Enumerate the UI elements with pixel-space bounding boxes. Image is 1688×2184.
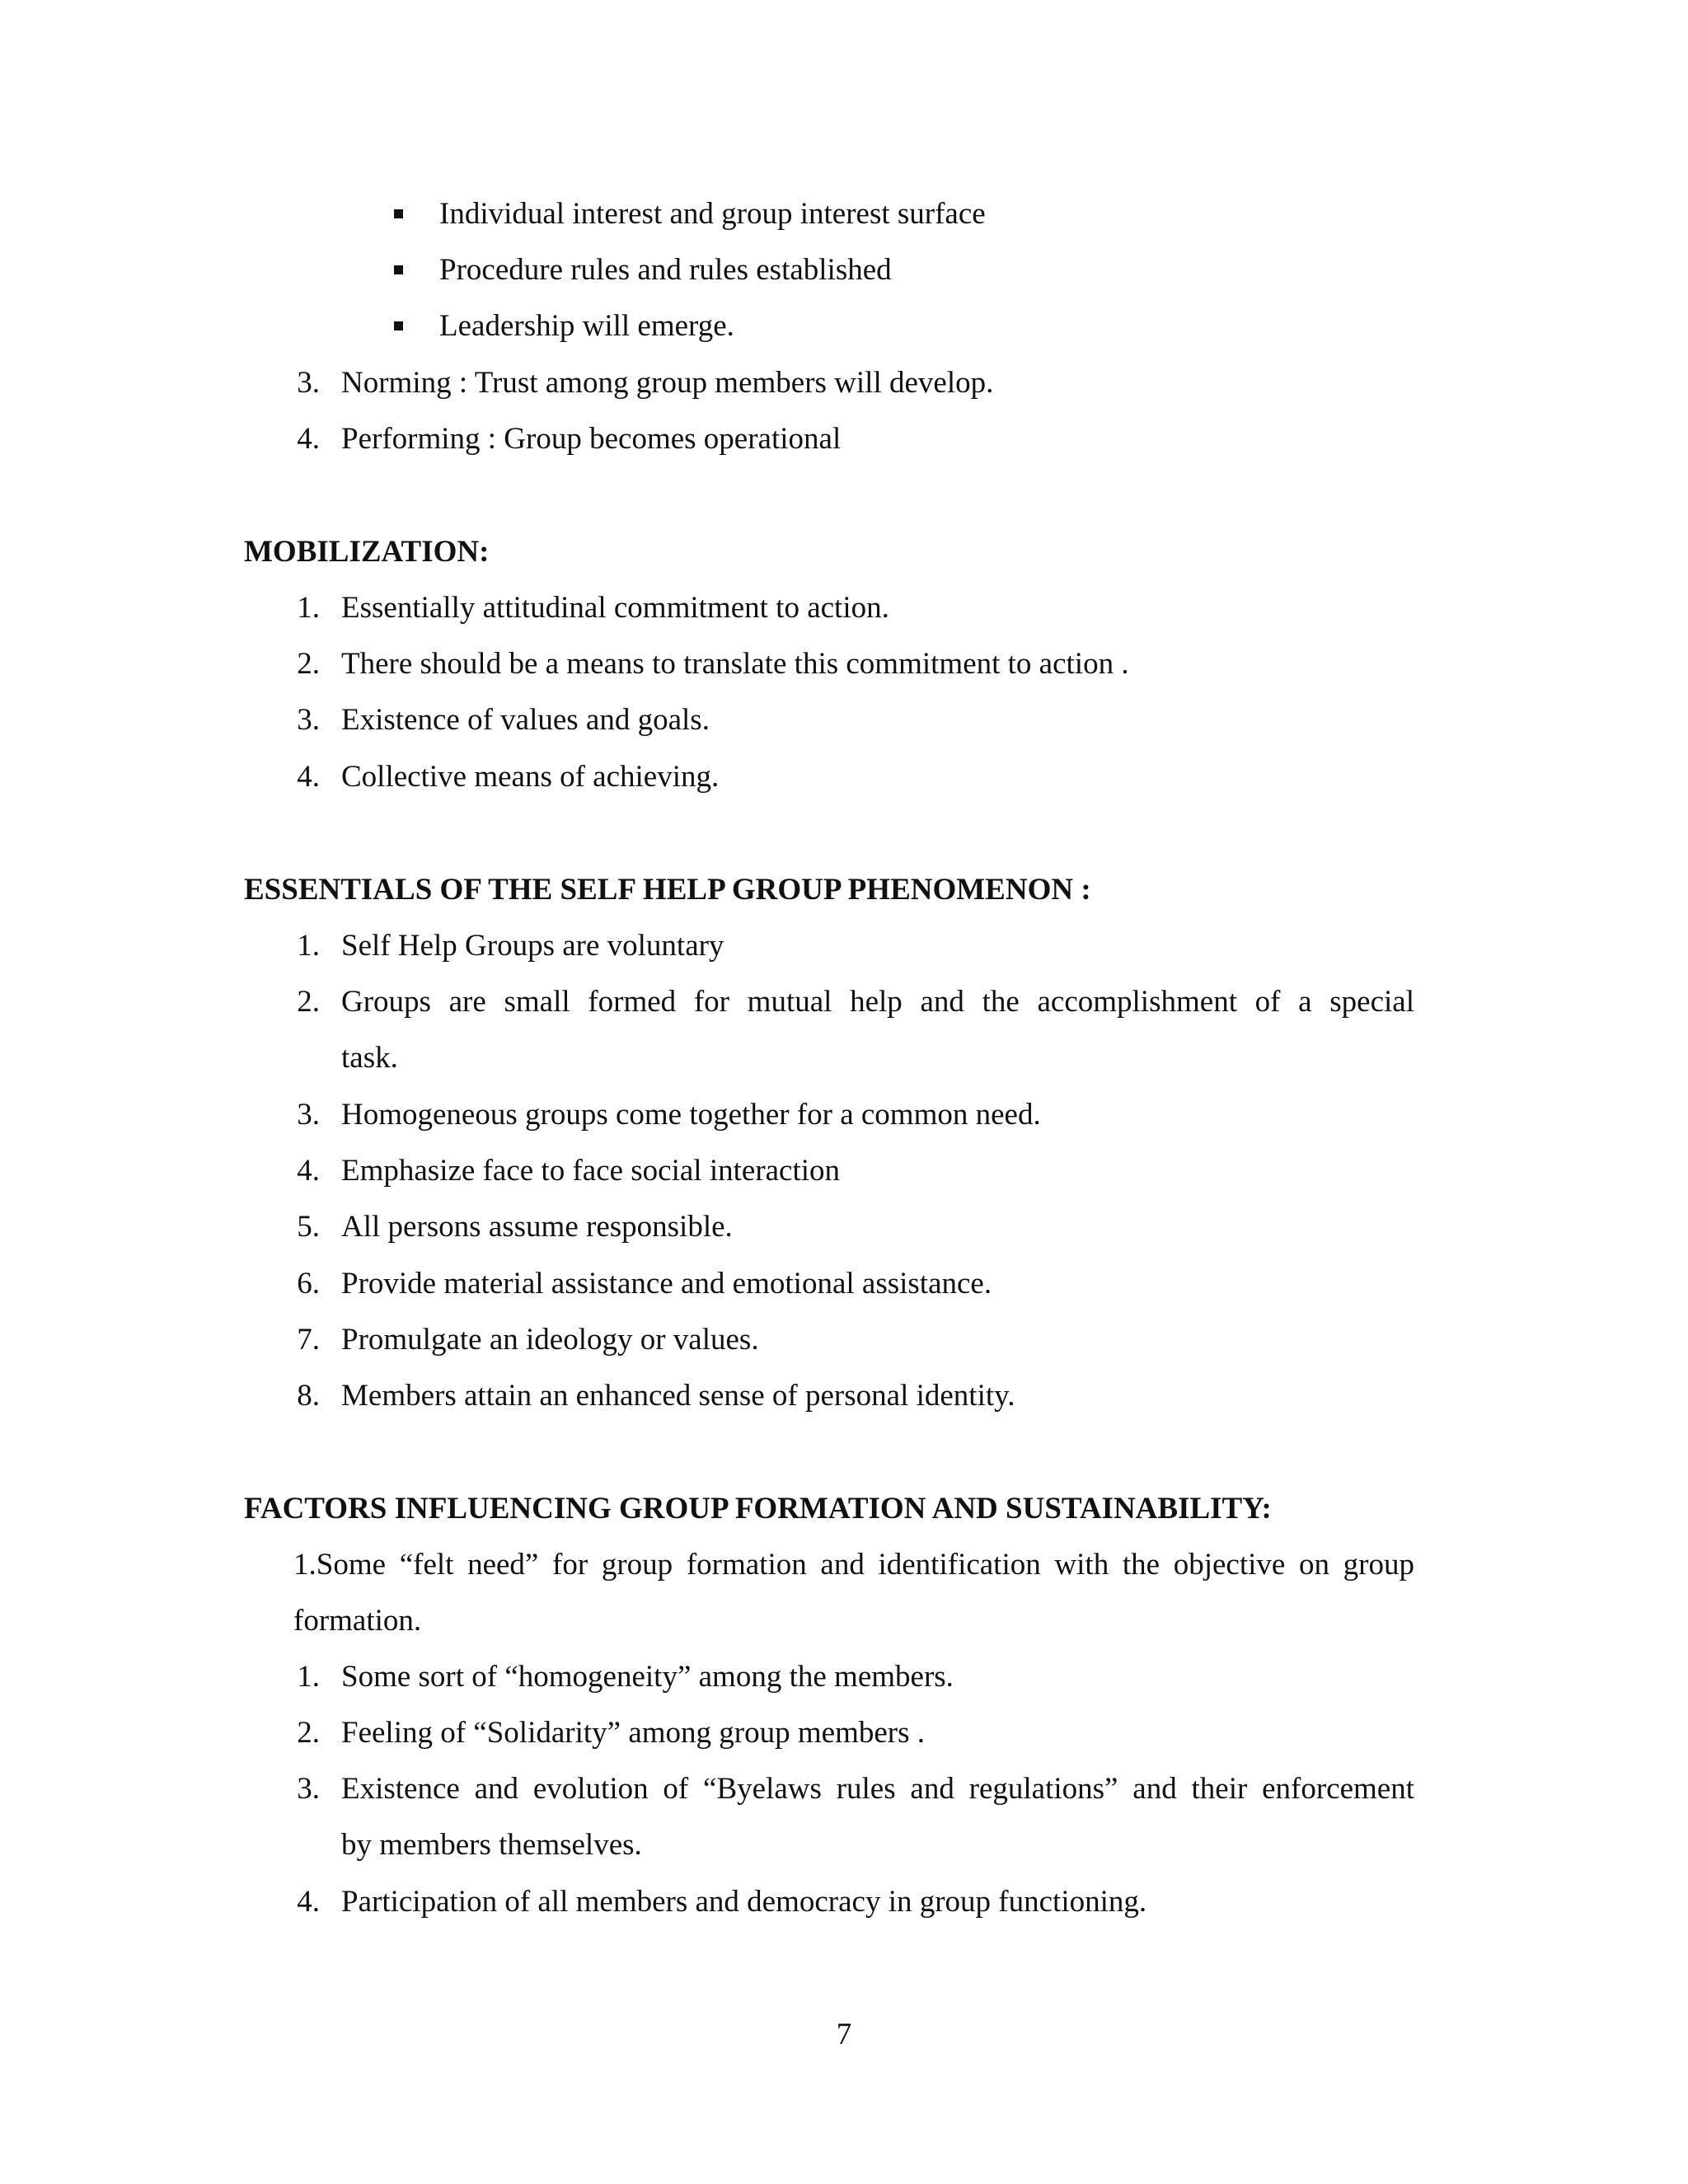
list-number: 3. — [297, 1772, 320, 1806]
list-number: 4. — [297, 422, 320, 456]
list-item: Performing : Group becomes operational — [341, 422, 842, 456]
list-item-continuation: task. — [341, 1041, 398, 1075]
list-item: There should be a means to translate this commitment to action . — [341, 647, 1129, 681]
list-item: Homogeneous groups come together for a common need. — [341, 1098, 1041, 1132]
list-number: 5. — [297, 1210, 320, 1244]
section-heading-factors: FACTORS INFLUENCING GROUP FORMATION AND SUSTAINABILITY: — [244, 1492, 1272, 1526]
list-item: Emphasize face to face social interaction — [341, 1154, 841, 1188]
bullet-item: Individual interest and group interest surface — [439, 197, 986, 231]
bullet-item: Procedure rules and rules established — [439, 253, 892, 287]
list-number: 4. — [297, 760, 320, 794]
factors-intro-continuation: formation. — [293, 1604, 422, 1638]
bullet-marker — [394, 321, 403, 330]
list-item: Groups are small formed for mutual help and the accomplishment of a special — [341, 985, 1414, 1019]
list-item: Promulgate an ideology or values. — [341, 1323, 759, 1357]
list-item: Norming : Trust among group members will develop. — [341, 366, 994, 400]
list-number: 1. — [297, 591, 320, 625]
list-number: 1. — [297, 929, 320, 963]
list-number: 7. — [297, 1323, 320, 1357]
bullet-item: Leadership will emerge. — [439, 309, 734, 343]
list-item: Existence of values and goals. — [341, 703, 710, 737]
section-heading-essentials: ESSENTIALS OF THE SELF HELP GROUP PHENOMENON : — [244, 873, 1091, 907]
list-number: 2. — [297, 647, 320, 681]
list-number: 2. — [297, 985, 320, 1019]
list-number: 3. — [297, 1098, 320, 1132]
list-item: Self Help Groups are voluntary — [341, 929, 724, 963]
list-number: 8. — [297, 1379, 320, 1413]
factors-intro: 1.Some “felt need” for group formation and identification with the objective on group — [293, 1548, 1414, 1582]
list-item: Collective means of achieving. — [341, 760, 720, 794]
list-item: Participation of all members and democracy in group functioning. — [341, 1885, 1147, 1919]
list-item: Provide material assistance and emotional assistance. — [341, 1267, 992, 1301]
list-item: Members attain an enhanced sense of personal identity. — [341, 1379, 1015, 1413]
list-number: 3. — [297, 703, 320, 737]
list-number: 1. — [297, 1660, 320, 1694]
list-item: Essentially attitudinal commitment to action. — [341, 591, 889, 625]
list-item: Some sort of “homogeneity” among the members. — [341, 1660, 954, 1694]
list-number: 3. — [297, 366, 320, 400]
bullet-marker — [394, 265, 403, 274]
list-item-continuation: by members themselves. — [341, 1828, 642, 1862]
section-heading-mobilization: MOBILIZATION: — [244, 535, 490, 569]
list-number: 4. — [297, 1885, 320, 1919]
bullet-marker — [394, 209, 403, 218]
list-number: 6. — [297, 1267, 320, 1301]
list-item: Existence and evolution of “Byelaws rules and regulations” and their enforcement — [341, 1772, 1414, 1806]
list-item: Feeling of “Solidarity” among group members . — [341, 1716, 925, 1750]
list-number: 2. — [297, 1716, 320, 1750]
list-number: 4. — [297, 1154, 320, 1188]
page-number: 7 — [836, 2018, 852, 2051]
list-item: All persons assume responsible. — [341, 1210, 733, 1244]
